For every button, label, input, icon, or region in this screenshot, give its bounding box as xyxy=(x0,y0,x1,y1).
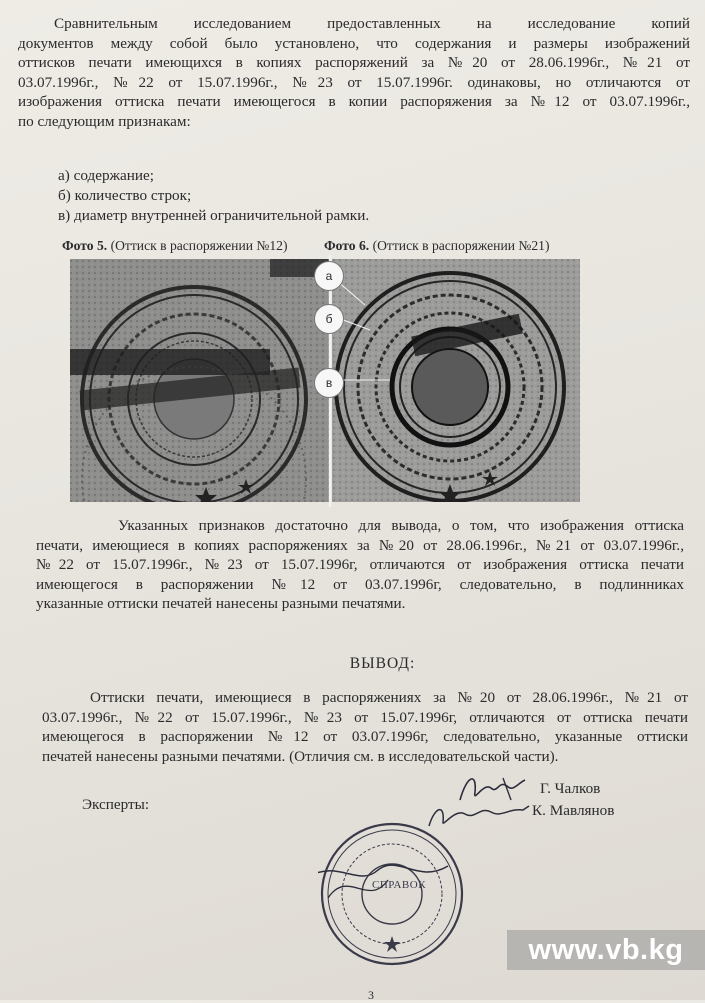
findings-line: указанные оттиски печатей нанесены разными печатями. xyxy=(36,595,406,612)
findings-line: имеющегося в распоряжении №12 от 03.07.1996г, следовательно, в подлинниках xyxy=(36,575,684,593)
marker-a: а xyxy=(314,261,344,291)
photo-5-caption xyxy=(62,238,287,254)
list-item: а) содержание; xyxy=(58,167,155,184)
marker-c: в xyxy=(314,368,344,398)
official-seal-stamp xyxy=(318,818,466,968)
findings-line: печати, имеющиеся в копиях распоряжениях за №20 от 28.06.1996г., №21 от 03.07.1996г., xyxy=(36,536,684,554)
expert-name-mavlyanov: К. Мавлянов xyxy=(532,802,615,819)
photo-5-seal-image xyxy=(70,259,329,502)
intro-line: документов между собой было установлено, что содержания и размеры изображений xyxy=(18,34,690,52)
findings-line: №22 от 15.07.1996г., №23 от 15.07.1996г, отличаются от изображения оттиска печати xyxy=(36,556,684,573)
features-list xyxy=(58,166,369,226)
photo-5-label: Фото 5. xyxy=(62,238,108,253)
intro-line: 03.07.1996г., №22 от 15.07.1996г., №23 от 15.07.1996г. одинаковы, но отличаются от xyxy=(18,73,690,91)
conclusion-line: 03.07.1996г., №22 от 15.07.1996г., №23 от 15.07.1996г, отличаются от оттиска печати xyxy=(42,708,688,726)
photo-6-label: Фото 6. xyxy=(324,238,370,253)
photo-5-description: (Оттиск в распоряжении №12) xyxy=(107,238,288,253)
conclusion-line: имеющегося в распоряжении №12 от 03.07.1996г, следовательно, указанные оттиски xyxy=(42,728,688,745)
findings-paragraph xyxy=(36,516,684,614)
intro-paragraph xyxy=(18,14,690,131)
intro-line: оттисков печати имеющихся в копиях распоряжений за №20 от 28.06.1996г., №21 от xyxy=(18,54,690,71)
intro-line: изображения оттиска печати имеющегося в копии распоряжения за №12 от 03.07.1996г., xyxy=(18,93,690,110)
photo-6-description: (Оттиск в распоряжении №21) xyxy=(369,238,550,253)
page-number: 3 xyxy=(368,988,374,1002)
intro-line: Сравнительным исследованием предоставленных на исследование копий xyxy=(54,15,690,32)
conclusion-line: печатей нанесены разными печатями. (Отличия см. в исследовательской части). xyxy=(42,747,559,765)
intro-line: по следующим признакам: xyxy=(18,112,191,130)
experts-label: Эксперты: xyxy=(82,796,150,813)
photo-6-caption xyxy=(324,238,549,254)
list-item: в) диаметр внутренней ограничительной рамки. xyxy=(58,207,370,224)
list-item: б) количество строк; xyxy=(58,187,192,204)
conclusion-paragraph xyxy=(42,688,688,766)
expert-name-chalkov: Г. Чалков xyxy=(540,780,601,797)
stamp-inner-text: СПРАВОК xyxy=(372,879,427,891)
marker-b: б xyxy=(314,304,344,334)
findings-line: Указанных признаков достаточно для вывода, о том, что изображения оттиска xyxy=(118,517,684,534)
conclusion-line: Оттиски печати, имеющиеся в распоряжениях за №20 от 28.06.1996г., №21 от xyxy=(90,689,688,706)
site-watermark: www.vb.kg xyxy=(507,930,705,970)
conclusion-title: ВЫВОД: xyxy=(349,655,416,672)
